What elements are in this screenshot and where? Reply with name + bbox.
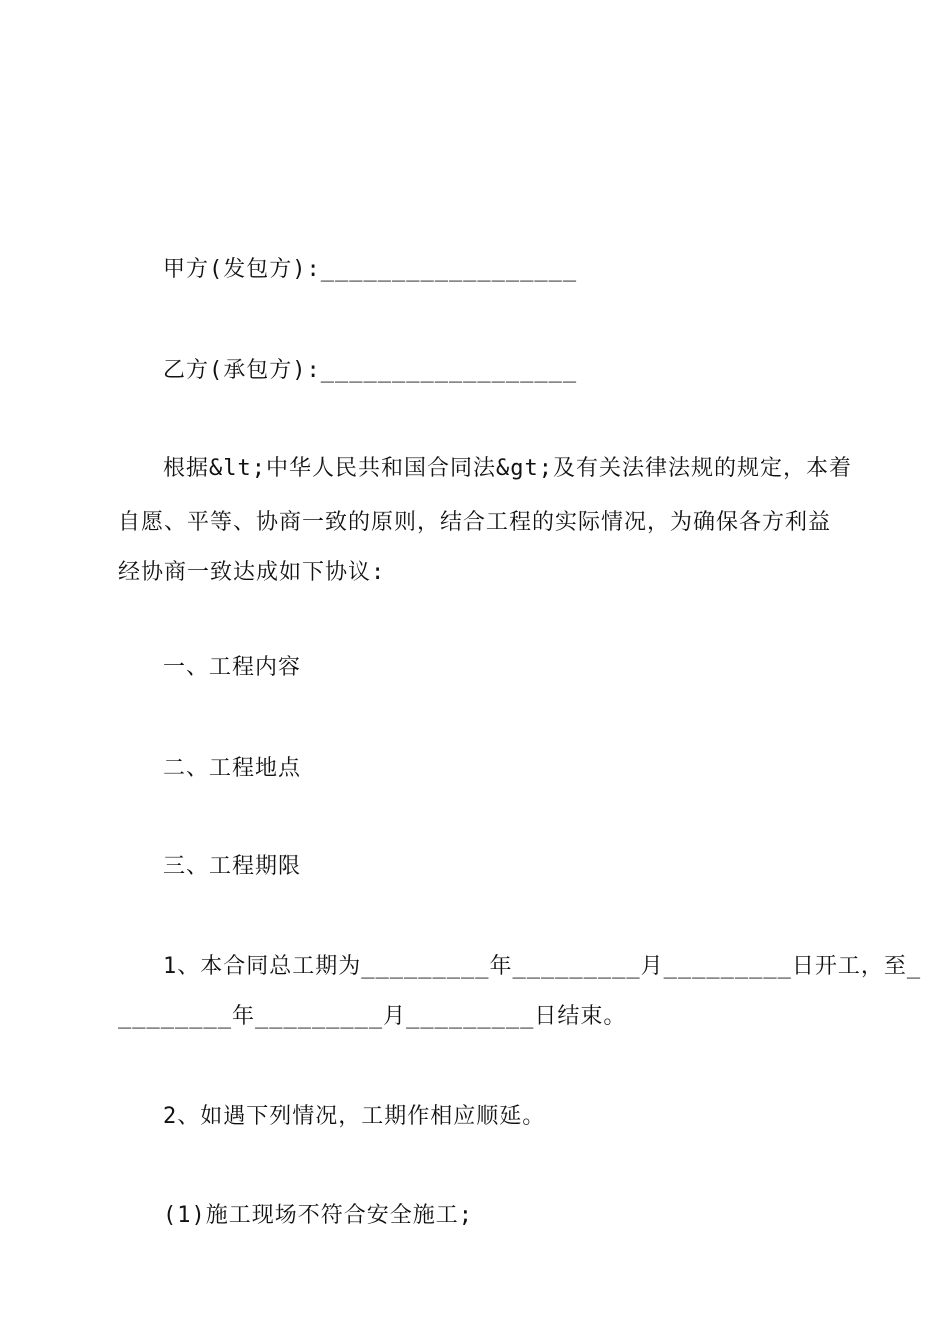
intro-paragraph-line-2: 自愿、平等、协商一致的原则，结合工程的实际情况，为确保各方利益 [118, 510, 832, 535]
section-heading-3: 三、工程期限 [163, 854, 302, 879]
intro-paragraph-line-3: 经协商一致达成如下协议: [118, 560, 386, 585]
section-heading-1: 一、工程内容 [163, 655, 302, 680]
term-2: 2、如遇下列情况，工期作相应顺延。 [163, 1104, 546, 1129]
term-2-item-1: (1)施工现场不符合安全施工; [163, 1203, 473, 1228]
party-b-line: 乙方(承包方):__________________ [163, 358, 578, 383]
section-heading-2: 二、工程地点 [163, 756, 302, 781]
term-1-line-2: ________年_________月_________日结束。 [118, 1004, 627, 1029]
intro-paragraph-line-1: 根据&lt;中华人民共和国合同法&gt;及有关法律法规的规定，本着 [163, 456, 852, 481]
party-a-line: 甲方(发包方):__________________ [163, 257, 578, 282]
term-1-line-1: 1、本合同总工期为_________年_________月_________日开工，至_ [163, 954, 922, 979]
